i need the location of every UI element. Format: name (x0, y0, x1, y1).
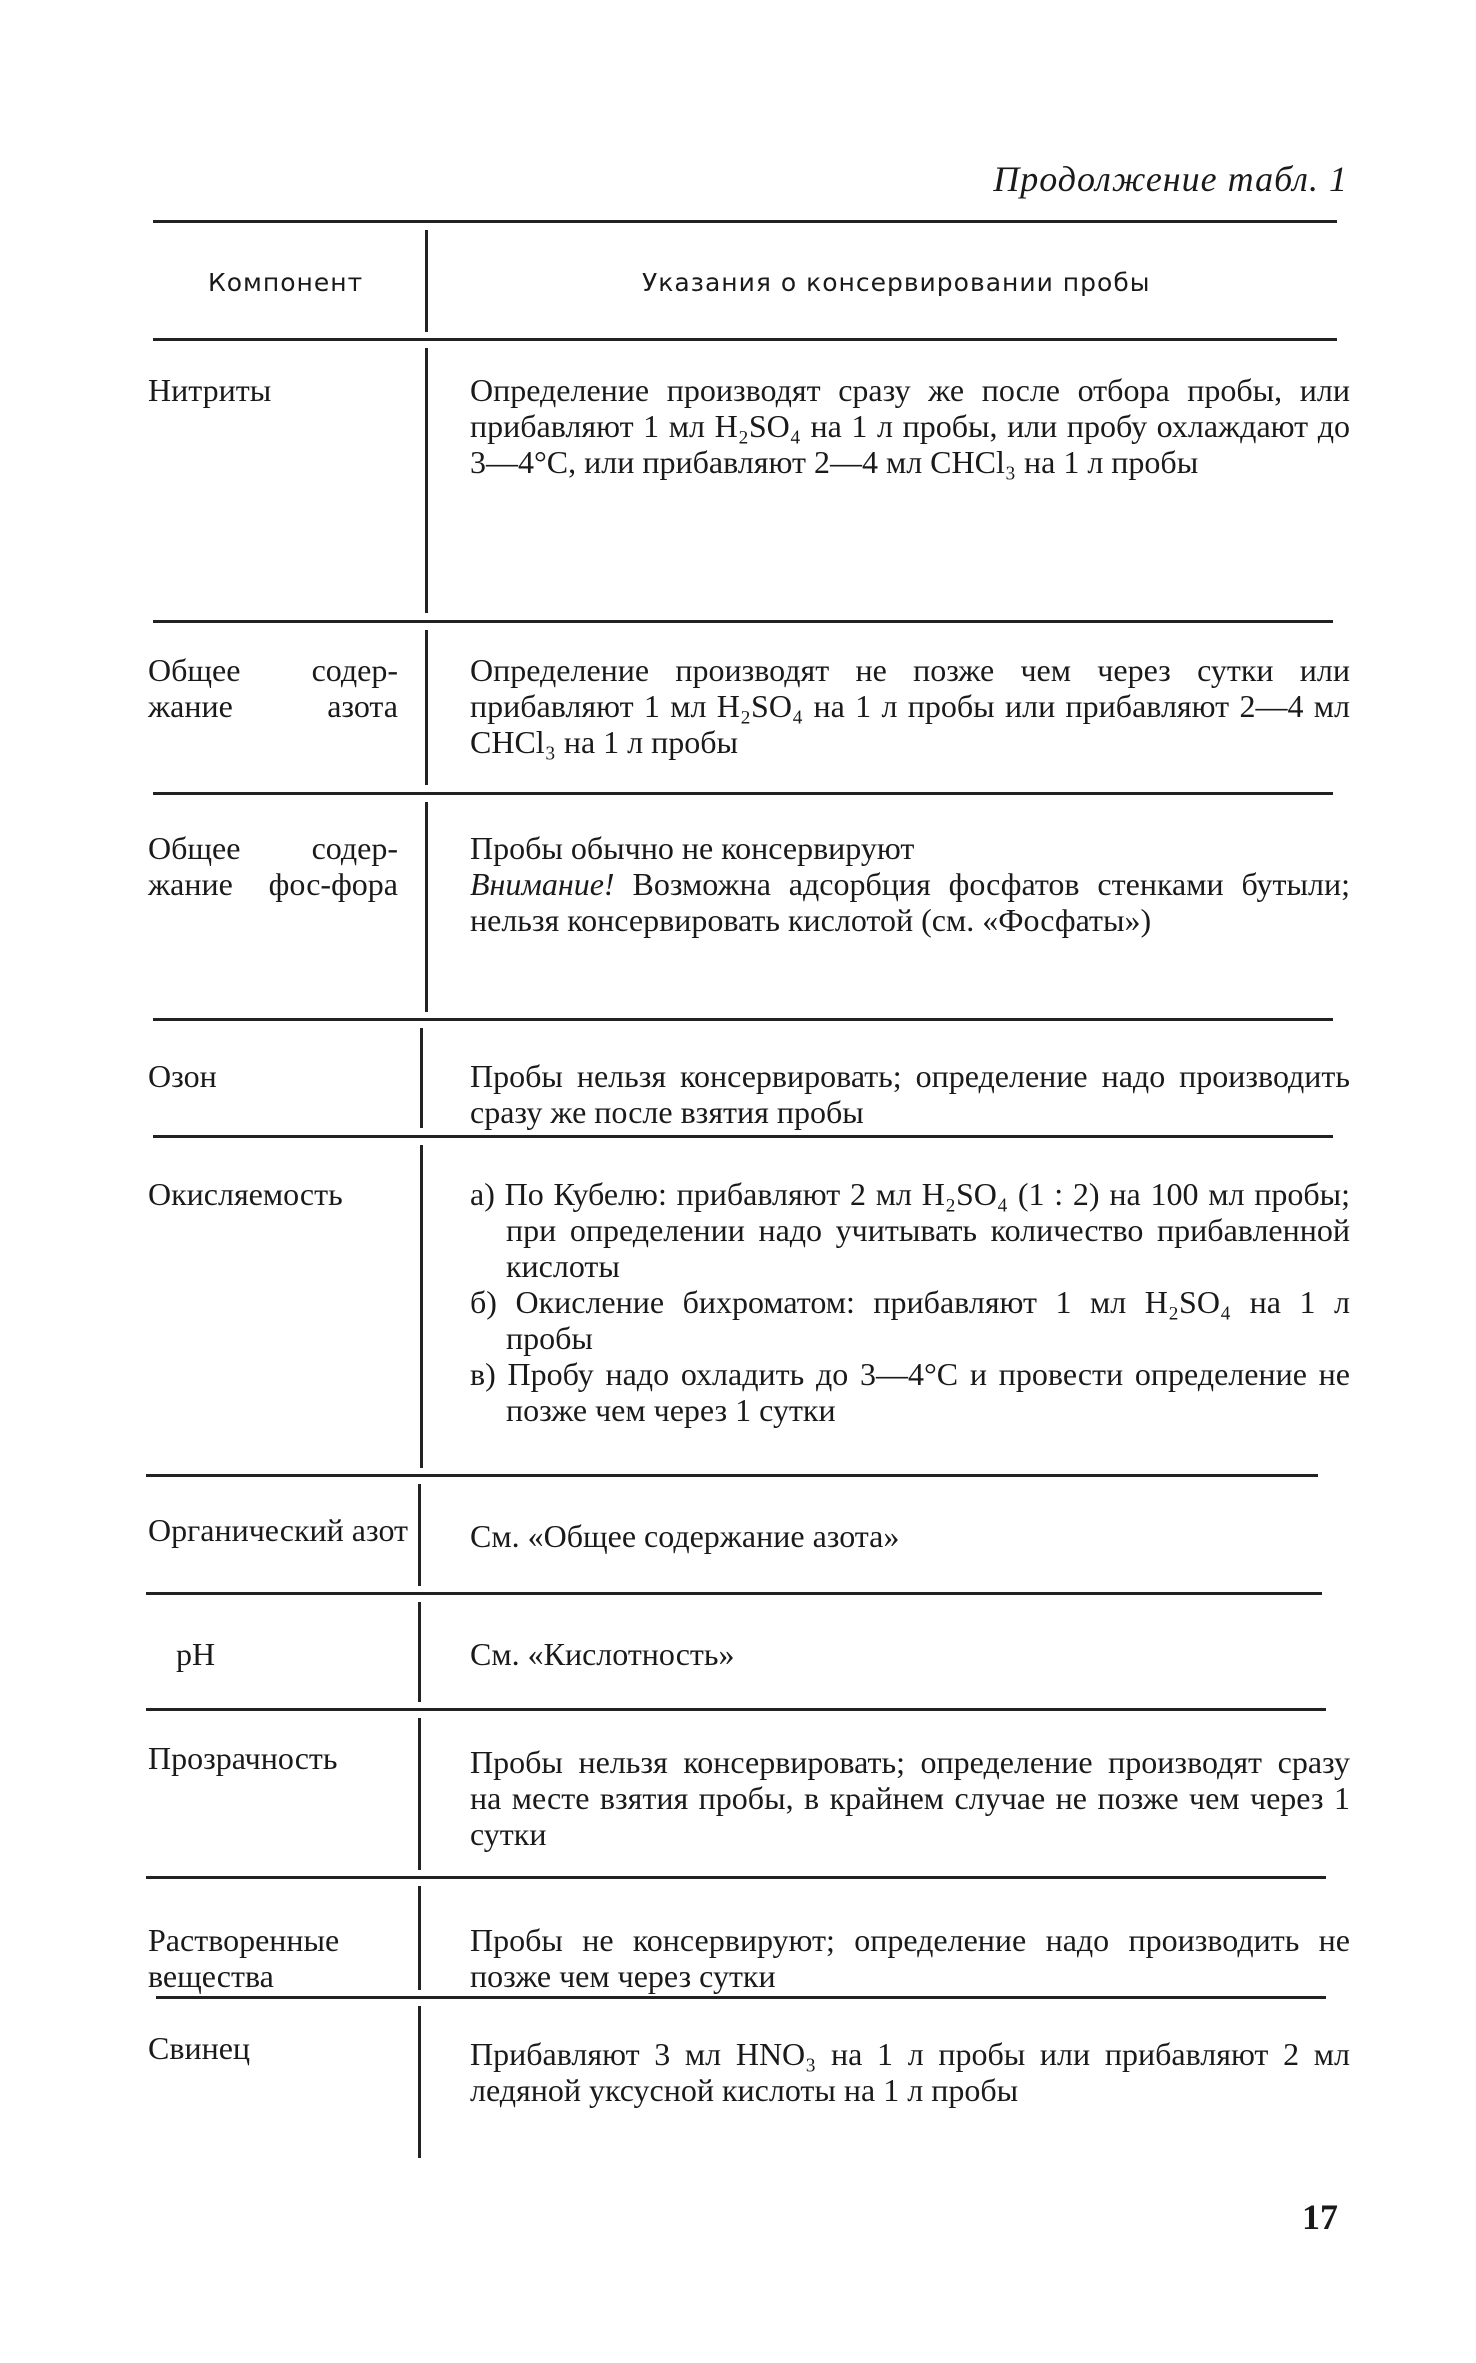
list-item: а) По Кубелю: прибавляют 2 мл H₂SO₄ (1 : 2) на 100 мл пробы; при определении надо учитывать количество прибавленной кислоты (470, 1176, 1350, 1284)
preservation-note (470, 1176, 1350, 1428)
component-name: Общее содер-жание азота (148, 652, 398, 724)
preservation-warning (470, 866, 1350, 938)
preservation-note: Определение производят сразу же после отбора пробы, или прибавляют 1 мл H₂SO₄ на 1 л пробы, или пробу охлаждают до 3—4°С, или прибавляют 2—4 мл CHCl₃ на 1 л пробы (470, 372, 1350, 480)
row-rule (153, 620, 1333, 623)
table-top-rule (153, 220, 1337, 223)
list-item: в) Пробу надо охладить до 3—4°С и провести определение не позже чем через 1 сутки (470, 1356, 1350, 1428)
component-name: pH (176, 1636, 216, 1672)
preservation-note-text: Пробы обычно не консервируют (470, 830, 915, 866)
row-rule (153, 1018, 1333, 1021)
warning-text: Возможна адсорбция фосфатов стенками бутыли; нельзя консервировать кислотой (см. «Фосфаты») (470, 866, 1351, 938)
column-header-component: Компонент (208, 268, 364, 297)
column-separator (418, 1718, 421, 1870)
header-rule (153, 338, 1337, 341)
preservation-note: Пробы не консервируют; определение надо производить не позже чем через сутки (470, 1922, 1350, 1994)
preservation-note: Прибавляют 3 мл HNO₃ на 1 л пробы или прибавляют 2 мл ледяной уксусной кислоты на 1 л пробы (470, 2036, 1350, 2108)
component-name: Органический азот (148, 1512, 408, 1548)
column-separator (418, 2006, 421, 2158)
component-name: Прозрачность (148, 1740, 338, 1776)
column-separator (420, 1028, 423, 1128)
component-name: Нитриты (148, 372, 272, 408)
column-separator (420, 1145, 423, 1468)
preservation-note: См. «Общее содержание азота» (470, 1518, 900, 1554)
continuation-label: Продолжение табл. 1 (993, 159, 1348, 199)
preservation-note: См. «Кислотность» (470, 1636, 735, 1672)
column-separator (418, 1484, 421, 1586)
preservation-note: Пробы нельзя консервировать; определение производят сразу на месте взятия пробы, в крайнем случае не позже чем через 1 сутки (470, 1744, 1350, 1852)
component-name: Окисляемость (148, 1176, 343, 1212)
row-rule (153, 792, 1333, 795)
row-rule (153, 1135, 1333, 1138)
preservation-note (470, 830, 1350, 938)
column-separator (425, 802, 428, 1012)
warning-label: Внимание! (470, 866, 615, 902)
preservation-note: Определение производят не позже чем через сутки или прибавляют 1 мл H₂SO₄ на 1 л пробы или прибавляют 2—4 мл CHCl₃ на 1 л пробы (470, 652, 1350, 760)
row-rule (146, 1708, 1326, 1711)
column-separator (425, 348, 428, 613)
row-rule (146, 1592, 1322, 1595)
row-rule (146, 1474, 1318, 1477)
list-item: б) Окисление бихроматом: прибавляют 1 мл H₂SO₄ на 1 л пробы (470, 1284, 1350, 1356)
column-separator (425, 230, 428, 332)
component-name: Растворенные вещества (148, 1922, 340, 1994)
page-number: 17 (1302, 2197, 1338, 2237)
component-name: Общее содер-жание фос-фора (148, 830, 398, 902)
component-name: Свинец (148, 2030, 251, 2066)
column-separator (425, 630, 428, 785)
column-separator (418, 1886, 421, 1990)
row-rule (156, 1996, 1326, 1999)
component-name: Озон (148, 1058, 217, 1094)
preservation-note: Пробы нельзя консервировать; определение надо производить сразу же после взятия пробы (470, 1058, 1350, 1130)
column-header-instructions: Указания о консервировании пробы (642, 268, 1151, 297)
row-rule (146, 1876, 1326, 1879)
